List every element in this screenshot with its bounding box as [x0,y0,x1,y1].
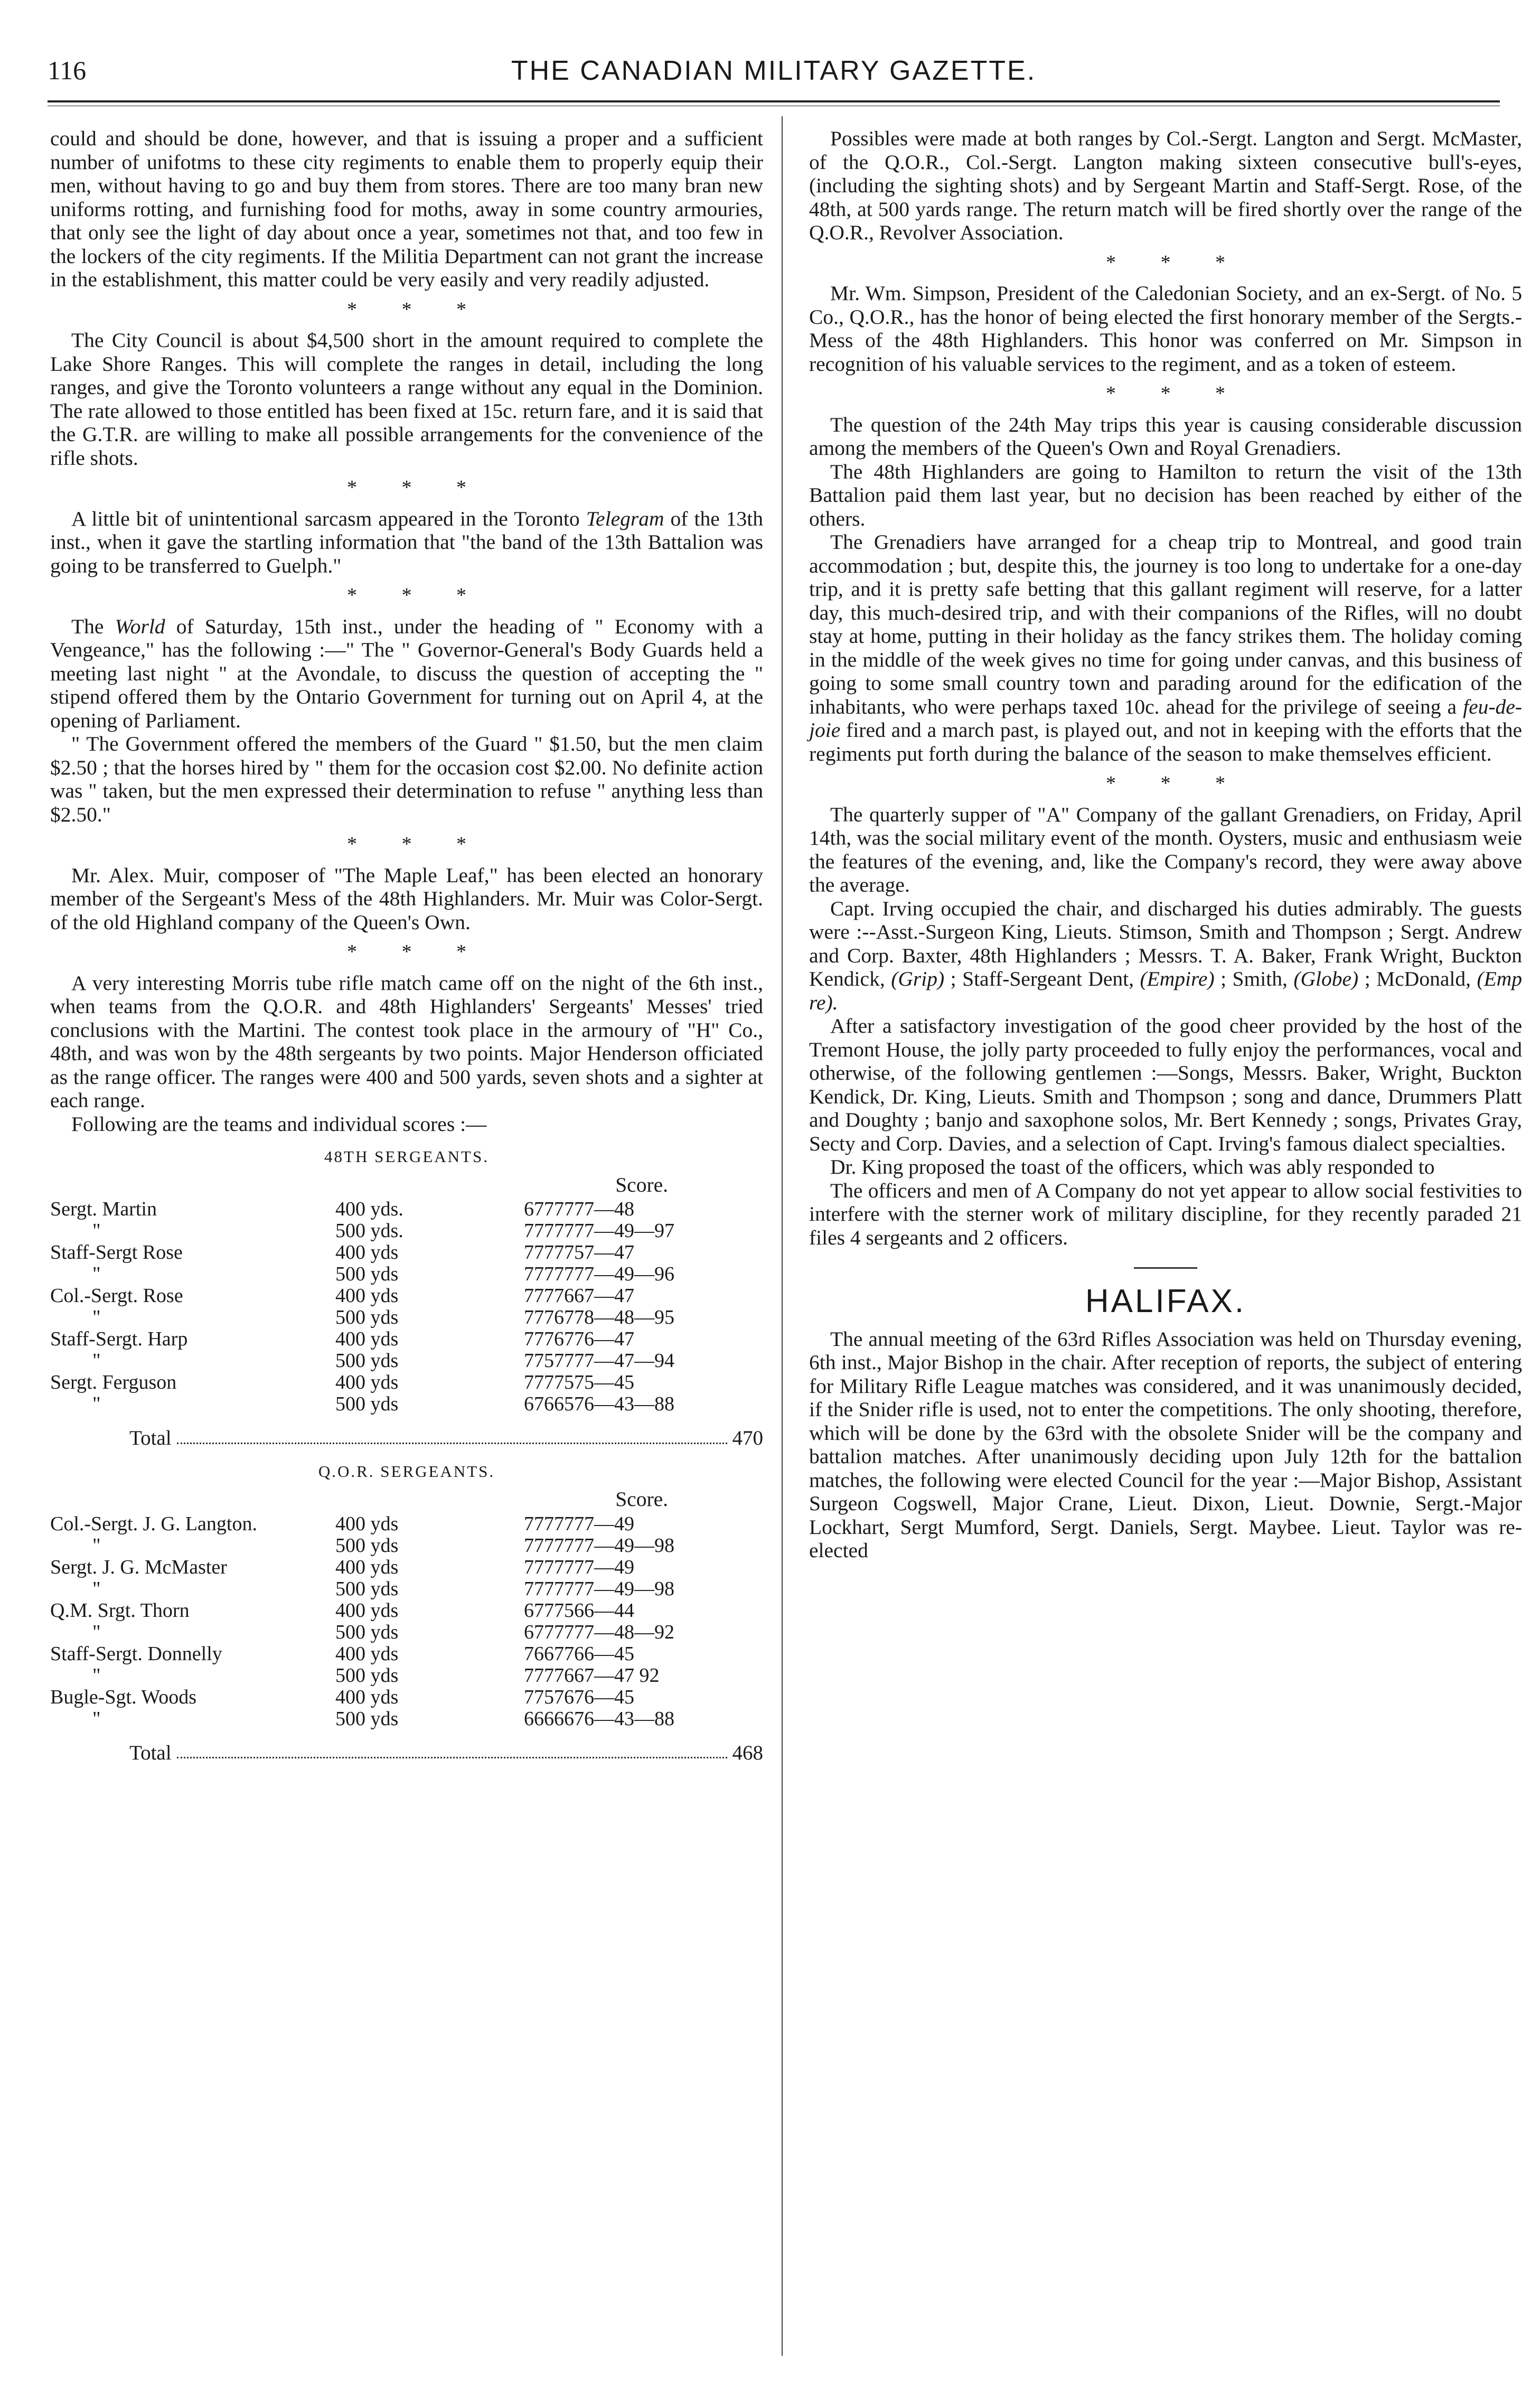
shooter-name: Staff-Sergt Rose [50,1241,183,1263]
total-label: Total [129,1741,172,1764]
score-row [50,1307,763,1328]
paragraph: Possibles were made at both ranges by Col.-Sergt. Langton and Sergt. McMaster, of the Q.O.R., Col.-Sergt. Langton making sixteen consecutive bull's-eyes, (including the sighting shots) and by Sergeant Martin and Staff-Sergt. Rose, of the 48th, at 500 yards range. The return match will be fired shortly over the range of the Q.O.R., Revolver Association. [809,127,1522,244]
range-distance: 500 yds [335,1306,399,1328]
shot-score: 7777575—45 [524,1371,634,1393]
shooter-name: Col.-Sergt. J. G. Langton. [50,1512,257,1535]
score-table-title: Q.O.R. SERGEANTS. [318,1462,495,1481]
newspaper-title: Telegram [586,507,664,530]
paragraph: Mr. Alex. Muir, composer of "The Maple Leaf," has been elected an honorary member of the Sergeant's Mess of the 48th Highlanders. Mr. Muir was Color-Sergt. of the old Highland company of the Queen's Own. [50,863,763,934]
column-divider [782,116,783,2356]
shot-score: 7777777—49 [524,1556,634,1578]
score-column-header: Score. [615,1487,668,1511]
paragraph: The World of Saturday, 15th inst., under the heading of " Economy with a Vengeance," has the following :—" The " Governor-General's Body Guards held a meeting last night " at the Avondale, to discuss the question of accepting the " stipend offered them by the Ontario Government for turning out on April 4, at the opening of Parliament. [50,614,763,732]
range-distance: 400 yds. [335,1198,403,1220]
score-row [50,1285,763,1307]
section-heading-halifax: HALIFAX. [1085,1283,1246,1319]
masthead-title: THE CANADIAN MILITARY GAZETTE. [511,55,1037,86]
score-column-header: Score. [615,1173,668,1196]
shot-score: 7777777—49—97 [524,1220,674,1242]
score-row [50,1535,763,1557]
paragraph: Mr. Wm. Simpson, President of the Caledonian Society, and an ex-Sergt. of No. 5 Co., Q.O.R., has the honor of being elected the first honorary member of the Sergts.-Mess of the 48th Highlanders. This honor was conferred on Mr. Simpson in recognition of his valuable services to the regiment, and as a token of esteem. [809,282,1522,376]
paragraph: A little bit of unintentional sarcasm appeared in the Toronto Telegram of the 13th inst., when it gave the startling information that "the band of the 13th Battalion was going to be transferred to Guelph." [50,507,764,577]
shooter-name: Staff-Sergt. Donnelly [50,1642,222,1665]
shot-score: 6666676—43—88 [524,1707,674,1730]
paragraph: Following are the teams and individual scores :— [71,1112,487,1136]
shooter-name: " [92,1577,101,1600]
range-distance: 400 yds [335,1599,399,1622]
score-row [50,1220,763,1242]
section-break-stars: * * * [1106,382,1225,405]
score-total-row [50,1742,763,1765]
range-distance: 500 yds [335,1263,399,1285]
shot-score: 7776778—48—95 [524,1306,674,1328]
shooter-name: " [92,1664,101,1687]
score-row [50,1199,763,1220]
range-distance: 400 yds [335,1241,399,1263]
total-value: 470 [732,1427,763,1449]
shot-score: 7777777—49—98 [524,1577,674,1600]
right-column [809,127,1522,1562]
page-header [48,51,1500,98]
score-table-48th [50,1199,763,1415]
shooter-name: Sergt. Ferguson [50,1371,177,1393]
range-distance: 400 yds [335,1556,399,1578]
paragraph: The annual meeting of the 63rd Rifles Association was held on Thursday evening, 6th inst., Major Bishop in the chair. After reception of reports, the subject of entering for Military Rifle League matches was considered, and it was unanimously decided, if the Snider rifle is used, not to enter the competitions. The only shooting, therefore, which will be done by the 63rd with the obsolete Snider will be the company and battalion matches. After unanimously deciding upon July 12th for the battalion matches, the following were elected Council for the year :—Major Bishop, Assistant Surgeon Cogswell, Major Crane, Lieut. Dixon, Lieut. Downie, Sergt.-Major Lockhart, Sergt Mumford, Sergt. Daniels, Sergt. Maybee. Lieut. Taylor was re-elected [809,1327,1522,1562]
section-break-stars: * * * [1106,772,1225,794]
shot-score: 7667766—45 [524,1642,634,1665]
shot-score: 7776776—47 [524,1328,634,1350]
score-row [50,1328,763,1350]
score-row [50,1513,763,1535]
shooter-name: " [92,1263,101,1285]
shot-score: 7777757—47 [524,1241,634,1263]
shooter-name: " [92,1393,101,1415]
range-distance: 500 yds [335,1350,399,1372]
paragraph: The quarterly supper of "A" Company of the gallant Grenadiers, on Friday, April 14th, was the social military event of the month. Oysters, music and enthusiasm weie the features of the evening, and, like the Company's record, they were away above the average. [809,802,1522,896]
paragraph: Dr. King proposed the toast of the officers, which was ably responded to [830,1155,1435,1178]
shooter-name: " [92,1220,101,1242]
shooter-name: Bugle-Sgt. Woods [50,1686,197,1708]
shot-score: 6777777—48—92 [524,1621,674,1643]
shooter-name: " [92,1350,101,1372]
paragraph: The question of the 24th May trips this year is causing considerable discussion among the members of the Queen's Own and Royal Grenadiers. [809,413,1522,460]
shot-score: 6777777—48 [524,1198,634,1220]
score-row [50,1578,763,1600]
paragraph: A very interesting Morris tube rifle match came off on the night of the 6th inst., when teams from the Q.O.R. and 48th Highlanders' Sergeants' Messes' tried conclusions with the Martini. The contest took place in the armoury of "H" Co., 48th, and was won by the 48th sergeants by two points. Major Henderson officiated as the range officer. The ranges were 400 and 500 yards, seven shots and a sighter at each range. [50,971,763,1112]
total-value: 468 [732,1741,763,1764]
score-row [50,1643,763,1665]
paragraph: The City Council is about $4,500 short in the amount required to complete the Lake Shore Ranges. This will complete the ranges in detail, including the long ranges, and give the Toronto volunteers a range without any equal in the Dominion. The rate allowed to those entitled has been fixed at 15c. return fare, and it is said that the G.T.R. are willing to make all possible arrangements for the convenience of the rifle shots. [50,329,763,470]
newspaper-title: World [115,614,165,638]
leader-dots [177,1427,727,1444]
shot-score: 6777566—44 [524,1599,634,1622]
score-row [50,1665,763,1687]
score-row [50,1557,763,1578]
header-rule [48,100,1500,102]
score-row [50,1372,763,1393]
shot-score: 7777777—49—98 [524,1534,674,1557]
score-row [50,1242,763,1263]
score-row [50,1600,763,1622]
shooter-name: Sergt. Martin [50,1198,157,1220]
left-column [50,127,763,1765]
page-number: 116 [48,55,87,85]
range-distance: 500 yds [335,1577,399,1600]
shot-score: 7777777—49—96 [524,1263,674,1285]
shooter-name: Staff-Sergt. Harp [50,1328,188,1350]
range-distance: 400 yds [335,1328,399,1350]
shooter-name: Q.M. Srgt. Thorn [50,1599,190,1622]
shot-score: 7777667—47 [524,1285,634,1307]
paragraph: The officers and men of A Company do not yet appear to allow social festivities to interfere with the sterner work of military discipline, for they recently paraded 21 files 4 sergeants and 2 officers. [809,1178,1522,1249]
shooter-name: " [92,1707,101,1730]
range-distance: 400 yds [335,1512,399,1535]
shooter-name: " [92,1534,101,1557]
range-distance: 400 yds [335,1371,399,1393]
range-distance: 400 yds [335,1686,399,1708]
shooter-name: Sergt. J. G. McMaster [50,1556,227,1578]
section-break-stars: * * * [347,941,466,963]
score-row [50,1350,763,1372]
shot-score: 7777667—47 92 [524,1664,660,1687]
score-row [50,1708,763,1730]
section-break-stars: * * * [347,584,466,606]
italic-term: feu-de-joie [809,695,1522,742]
range-distance: 400 yds [335,1285,399,1307]
paragraph: Capt. Irving occupied the chair, and discharged his duties admirably. The guests were :--Asst.-Surgeon King, Lieuts. Stimson, Smith and Thompson ; Sergt. Andrew and Corp. Baxter, 48th Highlanders ; Messrs. T. A. Baker, Frank Wright, Buckton Kendick, (Grip) ; Staff-Sergeant Dent, (Empire) ; Smith, (Globe) ; McDonald, (Emp re). [809,896,1523,1014]
shot-score: 7757676—45 [524,1686,634,1708]
range-distance: 500 yds. [335,1220,403,1242]
total-label: Total [129,1427,172,1449]
paragraph: could and should be done, however, and that is issuing a proper and a sufficient number of unifotms to these city regiments to enable them to properly equip their men, without having to go and buy them from stores. There are too many bran new uniforms rotting, and furnishing food for moths, away in some country armouries, that only see the light of day about once a year, sometimes not that, and too few in the lockers of the city regiments. If the Militia Department can not grant the increase in the establishment, this matter could be very easily and very readily adjusted. [50,127,763,291]
score-row [50,1622,763,1643]
section-break-stars: * * * [347,476,466,499]
range-distance: 500 yds [335,1664,399,1687]
paragraph: The Grenadiers have arranged for a cheap trip to Montreal, and good train accommodation ; but, despite this, the journey is too long to undertake for a one-day trip, and it is pretty safe betting that this gallant regiment will reserve, for a latter day, this much-desired trip, and with their companions of the Rifles, will no doubt stay at home, putting in their holiday as the fancy strikes them. The holiday coming in the middle of the week gives no time for going under canvas, and this business of going to some small country town and parading around for the edification of the inhabitants, who were perhaps taxed 10c. ahead for the privilege of seeing a feu-de-joie fired and a march past, is played out, and not in keeping with the efforts that the regiments put forth during the balance of the season to make themselves efficient. [809,530,1523,765]
section-break-stars: * * * [347,833,466,855]
score-total-row [50,1427,763,1450]
range-distance: 500 yds [335,1393,399,1415]
score-row [50,1393,763,1415]
shooter-name: Col.-Sergt. Rose [50,1285,183,1307]
leader-dots [177,1742,727,1759]
score-row [50,1687,763,1708]
score-table-qor [50,1513,763,1730]
range-distance: 500 yds [335,1621,399,1643]
range-distance: 400 yds [335,1642,399,1665]
paragraph: The 48th Highlanders are going to Hamilton to return the visit of the 13th Battalion paid them last year, but no decision has been reached by either of the others. [809,460,1522,530]
shooter-name: " [92,1621,101,1643]
section-break-stars: * * * [1106,251,1225,274]
shooter-name: " [92,1306,101,1328]
section-separator-rule [1134,1267,1197,1269]
score-row [50,1263,763,1285]
paragraph: " The Government offered the members of the Guard " $1.50, but the men claim $2.50 ; that the horses hired by " them for the occasion cost $2.00. No definite action was " taken, but the men expressed their determination to refuse " anything less than $2.50." [50,732,763,826]
shot-score: 7777777—49 [524,1512,634,1535]
shot-score: 6766576—43—88 [524,1393,674,1415]
section-break-stars: * * * [347,298,466,321]
range-distance: 500 yds [335,1534,399,1557]
range-distance: 500 yds [335,1707,399,1730]
shot-score: 7757777—47—94 [524,1350,674,1372]
paragraph: After a satisfactory investigation of the good cheer provided by the host of the Tremont House, the jolly party proceeded to fully enjoy the performances, vocal and otherwise, of the following gentlemen :—Songs, Messrs. Baker, Wright, Buckton Kendick, Dr. King, Lieuts. Smith and Thompson ; song and dance, Drummers Platt and Doughty ; banjo and saxophone solos, Mr. Bert Kennedy ; songs, Privates Gray, Secty and Corp. Davies, and a selection of Capt. Irving's famous dialect specialties. [809,1014,1522,1155]
score-table-title: 48TH SERGEANTS. [324,1147,489,1166]
